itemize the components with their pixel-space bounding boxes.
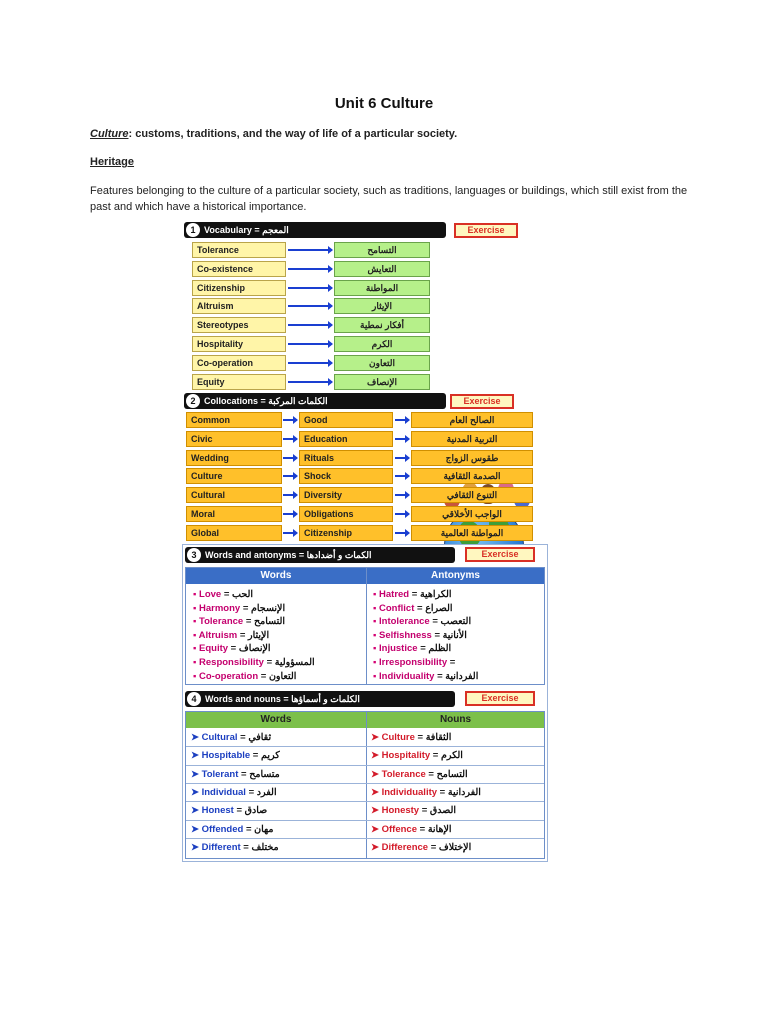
collocation-arabic: الصالح العام bbox=[411, 412, 533, 428]
nouns-col-words: Words bbox=[186, 712, 366, 728]
antonym-word: Equity bbox=[199, 643, 229, 655]
noun-table-noun: Tolerance bbox=[381, 768, 426, 780]
section-1-exercise-button[interactable]: Exercise bbox=[454, 223, 518, 238]
noun-table-word-arabic: مهان bbox=[254, 823, 274, 835]
antonyms-divider bbox=[366, 568, 367, 684]
antonyms-antonym-cell: ▪ Selfishness = الأنانية bbox=[373, 629, 467, 641]
arrow-bullet-icon: ➤ bbox=[191, 841, 202, 853]
noun-table-noun: Individuality bbox=[381, 786, 438, 798]
antonym-antonym: Injustice bbox=[379, 643, 418, 655]
nouns-word-cell: ➤ Hospitable = كريم bbox=[191, 750, 280, 762]
nouns-noun-cell: ➤ Individuality = الفردانية bbox=[371, 786, 481, 798]
noun-table-noun-arabic: الإختلاف bbox=[438, 841, 472, 853]
nouns-col-nouns: Nouns bbox=[367, 712, 544, 728]
section-2-header bbox=[184, 393, 446, 409]
noun-table-noun-arabic: الثقافة bbox=[425, 732, 452, 743]
nouns-word-cell: ➤ Offended = مهان bbox=[191, 823, 274, 835]
collocation-word-b: Rituals bbox=[299, 450, 393, 466]
antonyms-antonym-cell: ▪ Individuality = الفردانية bbox=[373, 670, 479, 682]
noun-table-word: Different bbox=[201, 841, 241, 853]
nouns-word-cell: ➤ Honest = صادق bbox=[191, 805, 268, 817]
section-1-header bbox=[184, 222, 446, 238]
antonyms-col-antonyms: Antonyms bbox=[367, 568, 544, 584]
nouns-noun-cell: ➤ Offence = الإهانة bbox=[371, 823, 452, 835]
arrow-bullet-icon: ➤ bbox=[191, 750, 202, 762]
nouns-noun-cell: ➤ Difference = الإختلاف bbox=[371, 841, 472, 853]
arrow-icon bbox=[288, 287, 332, 289]
noun-table-word: Honest bbox=[201, 805, 234, 817]
antonym-antonym-arabic: الكراهية bbox=[419, 589, 452, 600]
nouns-noun-cell: ➤ Hospitality = الكرم bbox=[371, 750, 463, 762]
antonym-antonym: Conflict bbox=[379, 602, 415, 614]
row-separator bbox=[186, 801, 544, 802]
noun-table-word: Tolerant bbox=[201, 768, 239, 780]
antonym-word: Love bbox=[199, 589, 222, 600]
section-4-header bbox=[185, 691, 455, 707]
collocation-word-b: Obligations bbox=[299, 506, 393, 522]
arrow-bullet-icon: ➤ bbox=[191, 768, 202, 780]
heritage-heading: Heritage bbox=[90, 156, 135, 168]
noun-table-noun: Difference bbox=[381, 841, 429, 853]
arrow-icon bbox=[288, 381, 332, 383]
nouns-word-cell: ➤ Tolerant = متسامح bbox=[191, 768, 280, 780]
vocab-english: Stereotypes bbox=[192, 317, 286, 333]
arrow-icon bbox=[283, 494, 297, 496]
collocation-word-b: Shock bbox=[299, 468, 393, 484]
row-separator bbox=[186, 783, 544, 784]
noun-table-word: Offended bbox=[201, 823, 244, 835]
collocation-word-a: Common bbox=[186, 412, 282, 428]
collocation-word-a: Wedding bbox=[186, 450, 282, 466]
vocab-arabic: التسامح bbox=[334, 242, 430, 258]
arrow-icon bbox=[288, 305, 332, 307]
noun-table-word-arabic: الفرد bbox=[256, 786, 277, 798]
arrow-bullet-icon: ➤ bbox=[371, 786, 382, 798]
section-3-number: 3 bbox=[187, 548, 201, 562]
bullet-icon: ▪ bbox=[373, 629, 380, 641]
arrow-bullet-icon: ➤ bbox=[191, 823, 202, 835]
vocab-english: Co-operation bbox=[192, 355, 286, 371]
antonym-word-arabic: الإنصاف bbox=[238, 643, 271, 655]
vocab-english: Altruism bbox=[192, 298, 286, 314]
antonym-antonym: Selfishness bbox=[379, 629, 432, 641]
vocab-english: Tolerance bbox=[192, 242, 286, 258]
noun-table-word: Cultural bbox=[201, 732, 238, 743]
vocab-english: Equity bbox=[192, 374, 286, 390]
nouns-noun-cell: ➤ Culture = الثقافة bbox=[371, 732, 452, 743]
nouns-divider bbox=[366, 712, 367, 858]
noun-table-noun-arabic: الكرم bbox=[441, 750, 463, 762]
vocab-arabic: أفكار نمطية bbox=[334, 317, 430, 333]
heritage-paragraph: Features belonging to the culture of a particular society, such as traditions, languages or buildings, which still exist from the past and which have a historical importance. bbox=[90, 185, 688, 213]
vocab-english: Hospitality bbox=[192, 336, 286, 352]
arrow-icon bbox=[395, 513, 409, 515]
vocab-english: Co-existence bbox=[192, 261, 286, 277]
antonyms-word-cell: ▪ Tolerance = التسامح bbox=[193, 616, 286, 628]
bullet-icon: ▪ bbox=[373, 657, 380, 668]
nouns-word-cell: ➤ Individual = الفرد bbox=[191, 786, 277, 798]
arrow-icon bbox=[288, 249, 332, 251]
antonym-word-arabic: المسؤولية bbox=[274, 657, 315, 668]
section-2-title: Collocations = الكلمات المركبة bbox=[204, 396, 328, 406]
arrow-bullet-icon: ➤ bbox=[191, 786, 202, 798]
bullet-icon: ▪ bbox=[193, 657, 200, 668]
noun-table-noun-arabic: التسامح bbox=[436, 768, 468, 780]
noun-table-noun: Offence bbox=[381, 823, 417, 835]
antonyms-antonym-cell: ▪ Irresponsibility = bbox=[373, 657, 456, 668]
antonyms-antonym-cell: ▪ Hatred = الكراهية bbox=[373, 589, 452, 600]
antonyms-word-cell: ▪ Responsibility = المسؤولية bbox=[193, 657, 315, 668]
collocation-word-b: Education bbox=[299, 431, 393, 447]
row-separator bbox=[186, 765, 544, 766]
bullet-icon: ▪ bbox=[193, 670, 200, 682]
definition-text: : customs, traditions, and the way of life of a particular society. bbox=[128, 128, 458, 140]
antonyms-word-cell: ▪ Co-operation = التعاون bbox=[193, 670, 297, 682]
bullet-icon: ▪ bbox=[193, 616, 200, 628]
arrow-bullet-icon: ➤ bbox=[371, 750, 382, 762]
collocation-word-a: Civic bbox=[186, 431, 282, 447]
arrow-icon bbox=[283, 457, 297, 459]
collocation-word-b: Good bbox=[299, 412, 393, 428]
collocation-arabic: الصدمة الثقافية bbox=[411, 468, 533, 484]
bullet-icon: ▪ bbox=[193, 629, 199, 641]
bullet-icon: ▪ bbox=[373, 602, 380, 614]
noun-table-word-arabic: مختلف bbox=[251, 841, 279, 853]
bullet-icon: ▪ bbox=[193, 602, 200, 614]
collocation-arabic: التنوع الثقافي bbox=[411, 487, 533, 503]
nouns-word-cell: ➤ Cultural = ثقافي bbox=[191, 732, 272, 743]
noun-table-word: Individual bbox=[201, 786, 246, 798]
arrow-icon bbox=[288, 362, 332, 364]
definition-term: Culture bbox=[90, 128, 129, 140]
section-1-number: 1 bbox=[186, 223, 200, 237]
antonym-antonym: Hatred bbox=[379, 589, 410, 600]
arrow-icon bbox=[395, 532, 409, 534]
antonym-word-arabic: الإنسجام bbox=[251, 602, 286, 614]
bullet-icon: ▪ bbox=[373, 643, 380, 655]
collocation-word-b: Citizenship bbox=[299, 525, 393, 541]
arrow-icon bbox=[395, 457, 409, 459]
antonym-word: Co-operation bbox=[199, 670, 259, 682]
section-4-exercise-button[interactable]: Exercise bbox=[465, 691, 535, 706]
arrow-icon bbox=[283, 532, 297, 534]
arrow-bullet-icon: ➤ bbox=[371, 732, 382, 743]
antonym-word-arabic: التعاون bbox=[268, 670, 297, 682]
arrow-bullet-icon: ➤ bbox=[371, 823, 382, 835]
noun-table-noun-arabic: الإهانة bbox=[427, 823, 452, 835]
antonym-antonym: Irresponsibility bbox=[379, 657, 448, 668]
bullet-icon: ▪ bbox=[373, 670, 380, 682]
arrow-icon bbox=[283, 513, 297, 515]
noun-table-noun-arabic: الفردانية bbox=[447, 786, 481, 798]
antonyms-antonym-cell: ▪ Conflict = الصراع bbox=[373, 602, 453, 614]
noun-table-word-arabic: صادق bbox=[244, 805, 268, 817]
arrow-bullet-icon: ➤ bbox=[371, 841, 382, 853]
nouns-noun-cell: ➤ Tolerance = التسامح bbox=[371, 768, 468, 780]
arrow-icon bbox=[288, 343, 332, 345]
vocab-arabic: الإنصاف bbox=[334, 374, 430, 390]
vocab-arabic: الإيثار bbox=[334, 298, 430, 314]
antonyms-word-cell: ▪ Equity = الإنصاف bbox=[193, 643, 271, 655]
arrow-icon bbox=[288, 268, 332, 270]
culture-definition bbox=[90, 128, 457, 140]
antonyms-word-cell: ▪ Altruism = الإيثار bbox=[193, 629, 270, 641]
bullet-icon: ▪ bbox=[373, 616, 380, 628]
antonym-antonym: Individuality bbox=[379, 670, 435, 682]
arrow-icon bbox=[395, 419, 409, 421]
arrow-bullet-icon: ➤ bbox=[371, 768, 382, 780]
antonym-antonym-arabic: الظلم bbox=[428, 643, 452, 655]
noun-table-word: Hospitable bbox=[201, 750, 251, 762]
noun-table-word-arabic: كريم bbox=[261, 750, 280, 762]
nouns-noun-cell: ➤ Honesty = الصدق bbox=[371, 805, 457, 817]
vocab-arabic: المواطنة bbox=[334, 280, 430, 296]
section-2-exercise-button[interactable]: Exercise bbox=[450, 394, 514, 409]
antonym-word: Responsibility bbox=[199, 657, 264, 668]
section-2-number: 2 bbox=[186, 394, 200, 408]
collocation-arabic: التربية المدنية bbox=[411, 431, 533, 447]
collocation-arabic: الواجب الأخلاقي bbox=[411, 506, 533, 522]
antonym-antonym-arabic: الأنانية bbox=[442, 629, 467, 641]
antonyms-word-cell: ▪ Harmony = الإنسجام bbox=[193, 602, 286, 614]
bullet-icon: ▪ bbox=[193, 643, 200, 655]
arrow-bullet-icon: ➤ bbox=[191, 805, 202, 817]
collocation-arabic: المواطنة العالمية bbox=[411, 525, 533, 541]
antonyms-antonym-cell: ▪ Intolerance = التعصب bbox=[373, 616, 472, 628]
section-4-number: 4 bbox=[187, 692, 201, 706]
antonyms-antonym-cell: ▪ Injustice = الظلم bbox=[373, 643, 452, 655]
bullet-icon: ▪ bbox=[373, 589, 380, 600]
section-3-exercise-button[interactable]: Exercise bbox=[465, 547, 535, 562]
section-4-title: Words and nouns = الكلمات و أسماؤها bbox=[205, 694, 360, 704]
bullet-icon: ▪ bbox=[193, 589, 200, 600]
noun-table-noun-arabic: الصدق bbox=[429, 805, 457, 817]
noun-table-word-arabic: متسامح bbox=[249, 768, 280, 780]
arrow-bullet-icon: ➤ bbox=[371, 805, 382, 817]
noun-table-noun: Hospitality bbox=[381, 750, 431, 762]
antonym-antonym-arabic: الصراع bbox=[425, 602, 453, 614]
collocation-word-a: Global bbox=[186, 525, 282, 541]
arrow-icon bbox=[395, 475, 409, 477]
antonym-word: Harmony bbox=[199, 602, 241, 614]
row-separator bbox=[186, 838, 544, 839]
row-separator bbox=[186, 820, 544, 821]
collocation-arabic: طقوس الزواج bbox=[411, 450, 533, 466]
vocab-arabic: التعايش bbox=[334, 261, 430, 277]
arrow-icon bbox=[283, 419, 297, 421]
antonym-antonym: Intolerance bbox=[379, 616, 430, 628]
vocab-english: Citizenship bbox=[192, 280, 286, 296]
nouns-word-cell: ➤ Different = مختلف bbox=[191, 841, 279, 853]
vocab-arabic: الكرم bbox=[334, 336, 430, 352]
arrow-icon bbox=[288, 324, 332, 326]
antonyms-word-cell: ▪ Love = الحب bbox=[193, 589, 254, 600]
worksheet-image-bottom bbox=[182, 544, 548, 862]
collocation-word-a: Culture bbox=[186, 468, 282, 484]
antonyms-col-words: Words bbox=[186, 568, 366, 584]
collocation-word-a: Cultural bbox=[186, 487, 282, 503]
antonym-word: Tolerance bbox=[199, 616, 244, 628]
arrow-icon bbox=[283, 475, 297, 477]
row-separator bbox=[186, 746, 544, 747]
noun-table-word-arabic: ثقافي bbox=[248, 732, 272, 743]
noun-table-noun: Culture bbox=[381, 732, 415, 743]
antonym-antonym-arabic: التعصب bbox=[440, 616, 472, 628]
antonym-word-arabic: التسامح bbox=[254, 616, 286, 628]
section-3-title: Words and antonyms = الكمات و أضدادها bbox=[205, 550, 372, 560]
collocation-word-b: Diversity bbox=[299, 487, 393, 503]
antonym-word-arabic: الإيثار bbox=[248, 629, 270, 641]
section-3-header bbox=[185, 547, 455, 563]
antonym-word: Altruism bbox=[198, 629, 238, 641]
arrow-icon bbox=[395, 438, 409, 440]
arrow-bullet-icon: ➤ bbox=[191, 732, 202, 743]
collocation-word-a: Moral bbox=[186, 506, 282, 522]
worksheet-image-top bbox=[182, 220, 536, 542]
antonym-antonym-arabic: الفردانية bbox=[445, 670, 479, 682]
section-1-title: Vocabulary = المعجم bbox=[204, 225, 289, 235]
arrow-icon bbox=[283, 438, 297, 440]
antonym-word-arabic: الحب bbox=[232, 589, 254, 600]
page-title: Unit 6 Culture bbox=[334, 95, 434, 112]
vocab-arabic: التعاون bbox=[334, 355, 430, 371]
noun-table-noun: Honesty bbox=[381, 805, 420, 817]
arrow-icon bbox=[395, 494, 409, 496]
